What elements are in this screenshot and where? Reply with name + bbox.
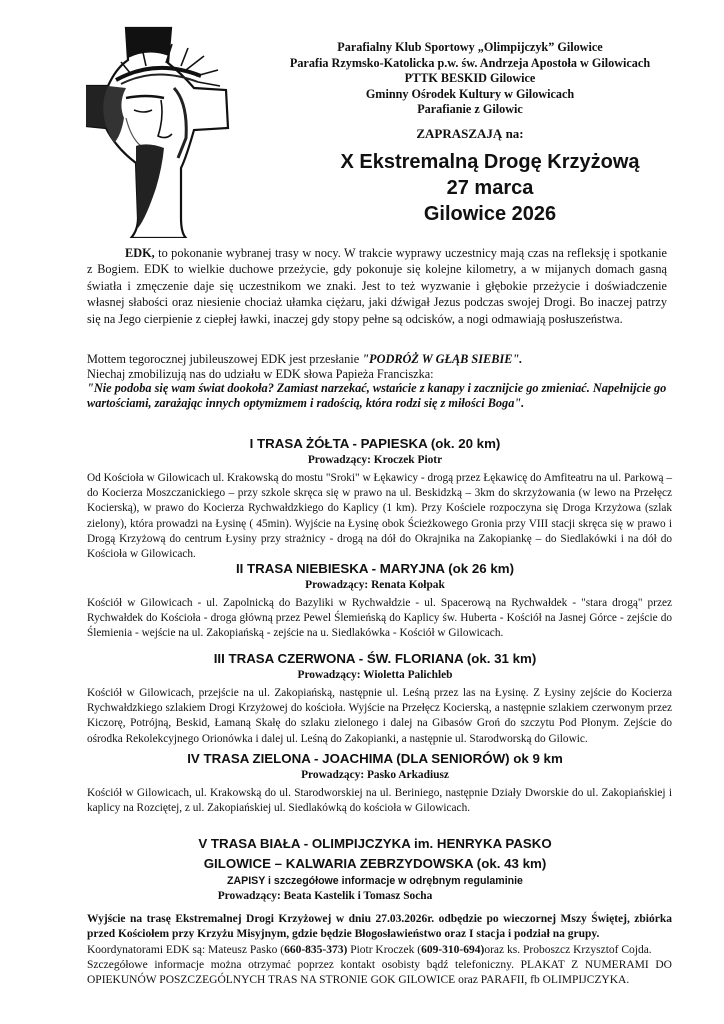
- organizer: Parafialny Klub Sportowy „Olimpijczyk” Gilowice: [337, 40, 603, 54]
- route-1-description: Od Kościoła w Gilowicach ul. Krakowską do mostu "Sroki" w Łękawicy - drogą przez Łękawicę do Amfiteatru na ul. Parkową – do Kocierza Moszczanickiego – przy szkole skręca się w prawo na ul. Beskidzką – 3km do skrzyżowania (w lewo na Przełęcz Kocierską), w prawo do Kocierza Rychwałdzkiego do Kaplicy (1 km). Przy Kościele rozpoczyna się Droga Krzyżowa (szlak zielony), która prowadzi na Łysinę ( 45min). Wyjście na Łysinę obok Ścieżkowego Gronia przy VIII stacji skręca się w prawo i Drogą Krzyżową do centrum Łysiny przy strażnicy - drogą na dół do Okrajnika na Zakopiankę – do Siedlakówki i na dół do Kościoła w Gilowicach.: [87, 472, 672, 561]
- motto-quote: "PODRÓŻ W GŁĄB SIEBIE".: [362, 352, 523, 366]
- route-2-description: Kościół w Gilowicach - ul. Zapolnicką do Bazyliki w Rychwałdzie - ul. Spacerową na Rychwałdek - "stara drogą" przez Rychwałdek do Kościoła - droga główną przez Pewel Ślemieńską do Kaplicy św. Huberta - Kościół na Jasnej Górce - zejście do Ślemienia - wejście na ul. Zakopiańską - zejście na u. Siedlakówka - Kościół w Gilowicach.: [87, 597, 672, 640]
- route-2-leader: Prowadzący: Renata Kołpak: [305, 579, 445, 591]
- event-place-year: Gilowice 2026: [423, 203, 557, 225]
- footer-start-info: Wyjście na trasę Ekstremalnej Drogi Krzyżowej w dniu 27.03.2026r. odbędzie po wieczornej Mszy Świętej, zbiórka przed Kościołem przy Krzyżu Misyjnym, gdzie będzie Błogosławieństwo oraz I stacja i podział na grupy.: [87, 913, 672, 941]
- organizer: Gminny Ośrodek Kultury w Gilowicach: [365, 86, 575, 101]
- event-title: [270, 149, 710, 227]
- route-5-note: ZAPISY i szczegółowe informacje w odrębnym regulaminie: [227, 875, 523, 887]
- route-4-description: Kościół w Gilowicach, ul. Krakowską do ul. Starodworskiej na ul. Beriniego, następnie Działy Dworskie do ul. Zakopiańskiej i kaplicy na Rozciętej, z ul. Zakopiańskiej ul. Siedlakówką do kościoła w Gilowicach.: [87, 787, 672, 815]
- organizer: Parafia Rzymsko-Katolicka p.w. św. Andrzeja Apostoła w Gilowicach: [289, 55, 651, 70]
- route-4-title: IV TRASA ZIELONA - JOACHIMA (DLA SENIORÓW) ok 9 km: [187, 751, 563, 766]
- motto-section: [87, 352, 672, 410]
- coordinators-prefix: Koordynatorami EDK są: Mateusz Pasko (: [87, 943, 285, 956]
- intro-paragraph: [87, 245, 667, 327]
- organizers-list: [270, 40, 670, 118]
- organizer: PTTK BESKID Gilowice: [404, 71, 536, 85]
- phone-2: 609-310-694): [421, 943, 485, 956]
- pope-quote: "Nie podoba się wam świat dookoła? Zamiast narzekać, wstańcie z kanapy i zacznijcie go zmieniać. Napełnijcie go wartościami, zarażając innych optymizmem i radością, która rodzi się z miłości Boga".: [87, 381, 667, 410]
- cross-with-christ-face-icon: [86, 18, 266, 238]
- coordinators-suffix: oraz ks. Proboszcz Krzysztof Cojda.: [484, 943, 652, 956]
- intro-text: to pokonanie wybranej trasy w nocy. W trakcie wyprawy uczestnicy mają czas na refleksję i spotkanie z Bogiem. EDK to wielkie duchowe przeżycie, gdy pokonuje się kolejne kilometry, a w mijanych domach gasną światła i zmęczenie daje się uczestnikom we znaki. Jest to też wyzwanie i głębokie przeżycie i doświadczenie własnej słabości oraz niesienie chociaż ułamka ciężaru, jaki dźwigał Jezus podczas swojej Drogi. Bo inaczej patrzy się na Jego cierpienie z ciepłej ławki, inaczej gdy stopy pełne są odcisków, a nogi odmawiają posłuszeństwa.: [87, 246, 667, 326]
- motto-line2: Niechaj zmobilizują nas do udziału w EDK słowa Papieża Franciszka:: [87, 366, 434, 381]
- invite-text: ZAPRASZAJĄ na:: [416, 126, 524, 141]
- phone-1: 660-835-373): [284, 943, 348, 956]
- route-5-title: V TRASA BIAŁA - OLIMPIJCZYKA im. HENRYKA PASKO: [198, 836, 552, 851]
- event-date: 27 marca: [446, 177, 534, 199]
- route-4-leader: Prowadzący: Pasko Arkadiusz: [301, 769, 449, 781]
- event-title-line: X Ekstremalną Drogę Krzyżową: [340, 151, 640, 173]
- coordinators-mid: Piotr Kroczek (: [347, 943, 422, 956]
- route-1-title: I TRASA ŻÓŁTA - PAPIESKA (ok. 20 km): [249, 436, 501, 451]
- organizer: Parafianie z Gilowic: [417, 102, 523, 116]
- intro-lead: EDK,: [125, 246, 155, 260]
- route-3-description: Kościół w Gilowicach, przejście na ul. Zakopiańską, następnie ul. Leśną przez las na Łysinę. Z Łysiny zejście do Kocierza Rychwałdzkiego szlakiem Drogi Krzyżowej do kościoła. Wyjście na Przełęcz Kocierską, a następnie szlakiem czerwonym przez Kiczorę, Potrójną, Beskid, Łamaną Skałę do szlaku zielonego i dalej na Gibasów Groń do szczytu Pod Płonym. Zejście do ośrodka Rekolekcyjnego Orionówka i dalej ul. Leśną do Zakopianki, a następnie ul. Starodworską do Gilowic.: [87, 687, 672, 745]
- footer-contact-info: Szczegółowe informacje można otrzymać poprzez kontakt osobisty bądź telefoniczny. PLAKAT Z NUMERAMI DO OPIEKUNÓW POSZCZEGÓLNYCH TRAS NA STRONIE GOK GILOWICE oraz PARAFII, fb OLIMPIJCZYKA.: [87, 958, 672, 987]
- route-3-leader: Prowadzący: Wioletta Palichleb: [297, 669, 453, 681]
- route-2-title: II TRASA NIEBIESKA - MARYJNA (ok 26 km): [235, 561, 515, 576]
- route-3-title: III TRASA CZERWONA - ŚW. FLORIANA (ok. 31 km): [213, 651, 537, 666]
- coordinators: [87, 943, 672, 958]
- route-5-leader: Prowadzący: Beata Kastelik i Tomasz Socha: [217, 890, 433, 902]
- route-5-title-line2: GILOWICE – KALWARIA ZEBRZYDOWSKA (ok. 43 km): [203, 856, 547, 871]
- route-1-leader: Prowadzący: Kroczek Piotr: [307, 454, 443, 466]
- footer-info: [87, 912, 672, 988]
- motto-text: Mottem tegorocznej jubileuszowej EDK jest przesłanie: [87, 352, 363, 366]
